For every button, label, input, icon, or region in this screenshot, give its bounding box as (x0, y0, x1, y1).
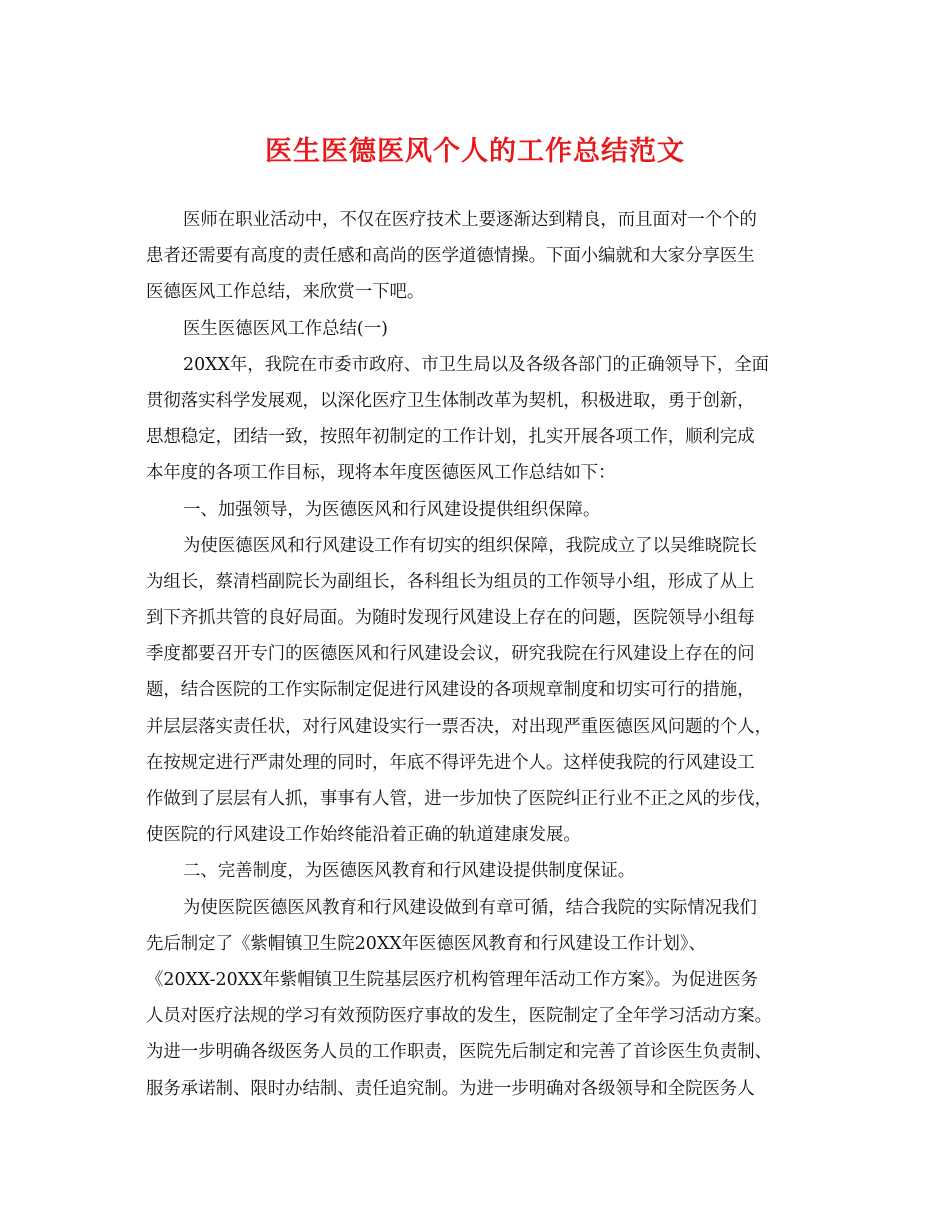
paragraph-line: 为组长，蔡清档副院长为副组长，各科组长为组员的工作领导小组，形成了从上 (146, 571, 755, 592)
paragraph-line: 为进一步明确各级医务人员的工作职责，医院先后制定和完善了首诊医生负责制、 (146, 1042, 773, 1063)
paragraph-line: 为使医德医风和行风建设工作有切实的组织保障，我院成立了以吴维晓院长 (183, 535, 757, 556)
paragraph-line: 20XX年，我院在市委市政府、市卫生局以及各级各部门的正确领导下，全面 (183, 354, 770, 375)
document-body (146, 202, 814, 1107)
paragraph-line: 医师在职业活动中，不仅在医疗技术上要逐渐达到精良，而且面对一个个的 (183, 210, 757, 230)
paragraph-line: 人员对医疗法规的学习有效预防医疗事故的发生，医院制定了全年学习活动方案。 (146, 1006, 773, 1027)
paragraph-line: 题，结合医院的工作实际制定促进行风建设的各项规章制度和切实可行的措施， (146, 680, 755, 701)
paragraph-line: 季度都要召开专门的医德医风和行风建设会议，研究我院在行风建设上存在的问 (146, 644, 755, 665)
section-heading: 医生医德医风工作总结(一) (183, 318, 388, 339)
paragraph-line: 作做到了层层有人抓，事事有人管，进一步加快了医院纠正行业不正之风的步伐， (146, 789, 773, 809)
paragraph-line: 本年度的各项工作目标，现将本年度医德医风工作总结如下： (146, 463, 616, 484)
paragraph-line: 并层层落实责任状，对行风建设实行一票否决，对出现严重医德医风问题的个人， (146, 716, 773, 737)
document-title: 医生医德医风个人的工作总结范文 (265, 136, 685, 167)
paragraph-line: 医德医风工作总结，来欣赏一下吧。 (146, 282, 425, 303)
section-heading: 二、完善制度，为医德医风教育和行风建设提供制度保证。 (183, 861, 636, 882)
paragraph-line: 使医院的行风建设工作始终能沿着正确的轨道建康发展。 (146, 825, 581, 846)
paragraph-line: 到下齐抓共管的良好局面。为随时发现行风建设上存在的问题，医院领导小组每 (146, 608, 755, 629)
section-heading: 一、加强领导，为医德医风和行风建设提供组织保障。 (183, 499, 601, 520)
paragraph-line: 为使医院医德医风教育和行风建设做到有章可循，结合我院的实际情况我们 (183, 897, 757, 918)
paragraph-line: 思想稳定，团结一致，按照年初制定的工作计划，扎实开展各项工作，顺利完成 (146, 427, 755, 448)
paragraph-line: 在按规定进行严肃处理的同时，年底不得评先进个人。这样使我院的行风建设工 (146, 752, 755, 773)
paragraph-line: 先后制定了《紫帽镇卫生院20XX年医德医风教育和行风建设工作计划》、 (146, 933, 706, 954)
paragraph-line: 服务承诺制、限时办结制、责任追究制。为进一步明确对各级领导和全院医务人 (146, 1078, 755, 1099)
paragraph-line: 《20XX-20XX年紫帽镇卫生院基层医疗机构管理年活动工作方案》。为促进医务 (146, 969, 759, 990)
paragraph-line: 患者还需要有高度的责任感和高尚的医学道德情操。下面小编就和大家分享医生 (146, 246, 755, 267)
paragraph-line: 贯彻落实科学发展观，以深化医疗卫生体制改革为契机，积极进取，勇于创新， (146, 390, 755, 411)
